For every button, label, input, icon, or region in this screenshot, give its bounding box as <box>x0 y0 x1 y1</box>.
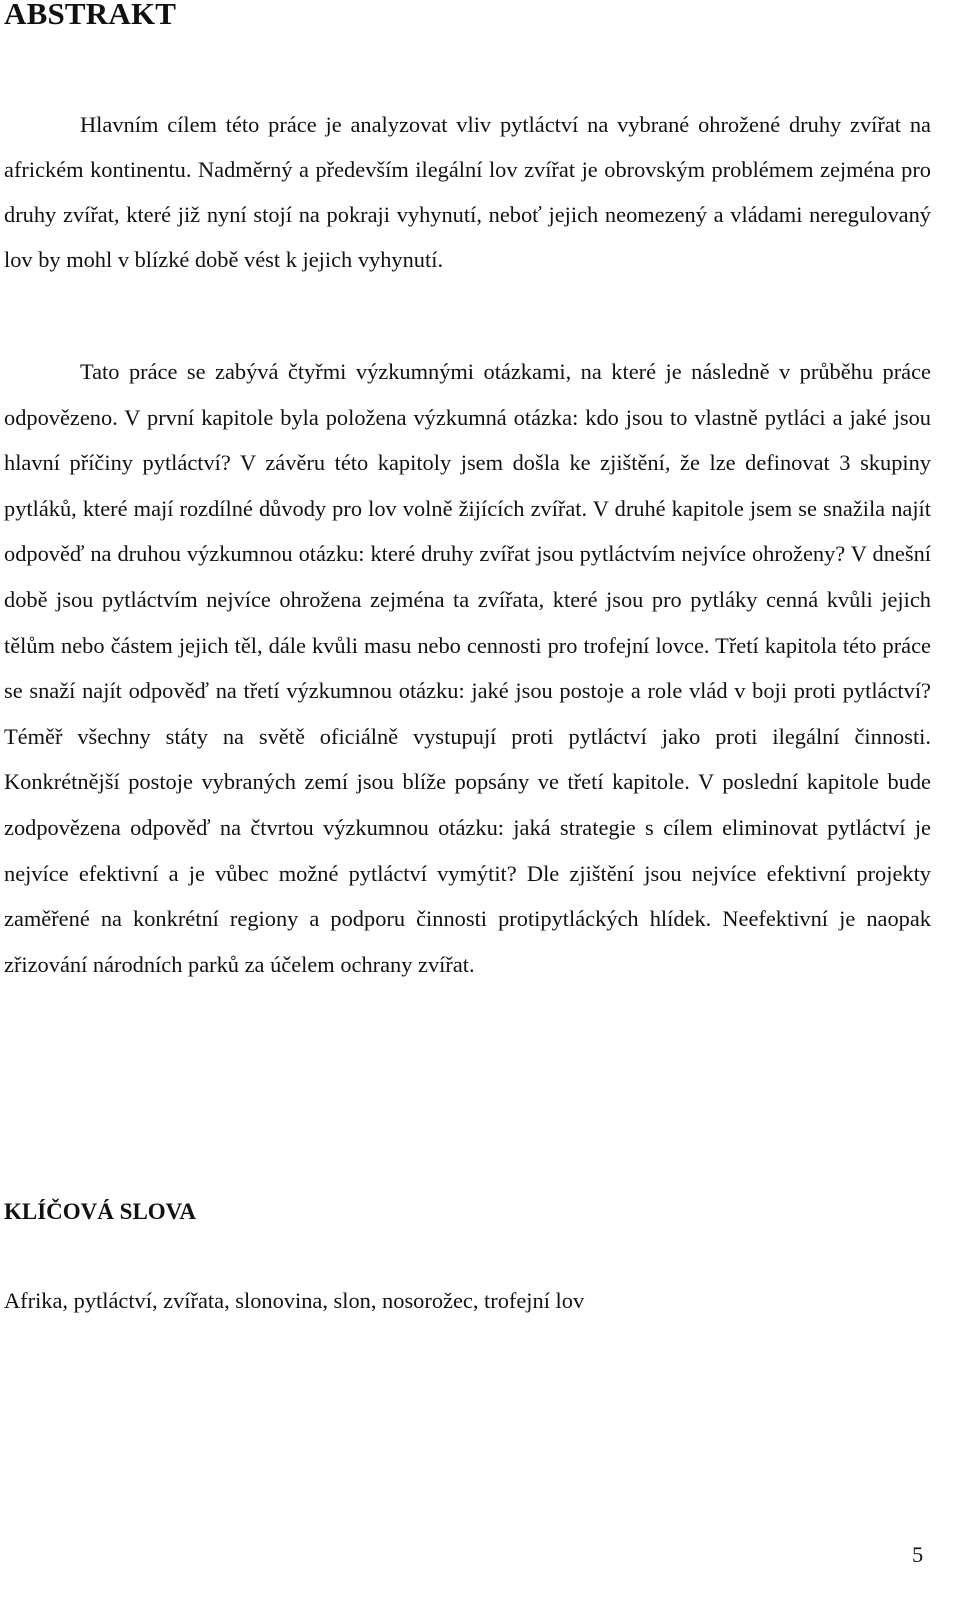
abstract-heading: ABSTRAKT <box>4 0 177 31</box>
page-number: 5 <box>912 1542 924 1567</box>
keywords-heading: KLÍČOVÁ SLOVA <box>4 1199 196 1224</box>
keywords-list: Afrika, pytláctví, zvířata, slonovina, slon, nosorožec, trofejní lov <box>4 1288 585 1313</box>
abstract-paragraph-2: Tato práce se zabývá čtyřmi výzkumnými otázkami, na které je následně v průběhu práce odpovězeno. V první kapitole byla položena výzkumná otázka: kdo jsou to vlastně pytláci a jaké jsou hlavní příčiny pytláctví? V závěru této kapitoly jsem došla ke zjištění, že lze definovat 3 skupiny pytláků, které mají rozdílné důvody pro lov volně žijících zvířat. V druhé kapitole jsem se snažila najít odpověď na druhou výzkumnou otázku: které druhy zvířat jsou pytláctvím nejvíce ohroženy? V dnešní době jsou pytláctvím nejvíce ohrožena zejména ta zvířata, které jsou pro pytláky cenná kvůli jejich tělům nebo částem jejich těl, dále kvůli masu nebo cennosti pro trofejní lovce. Třetí kapitola této práce se snaží najít odpověď na třetí výzkumnou otázku: jaké jsou postoje a role vlád v boji proti pytláctví? Téměř všechny státy na světě oficiálně vystupují proti pytláctví jako proti ilegální činnosti. Konkrétnější postoje vybraných zemí jsou blíže popsány ve třetí kapitole. V poslední kapitole bude zodpovězena odpověď na čtvrtou výzkumnou otázku: jaká strategie s cílem eliminovat pytláctví je nejvíce efektivní a je vůbec možné pytláctví vymýtit? Dle zjištění jsou nejvíce efektivní projekty zaměřené na konkrétní regiony a podporu činnosti protipytláckých hlídek. Neefektivní je naopak zřizování národních parků za účelem ochrany zvířat. <box>4 359 931 977</box>
abstract-paragraph-1: Hlavním cílem této práce je analyzovat vliv pytláctví na vybrané ohrožené druhy zvířat na africkém kontinentu. Nadměrný a především ilegální lov zvířat je obrovským problémem zejména pro druhy zvířat, které již nyní stojí na pokraji vyhynutí, neboť jejich neomezený a vládami neregulovaný lov by mohl v blízké době vést k jejich vyhynutí. <box>4 112 931 272</box>
